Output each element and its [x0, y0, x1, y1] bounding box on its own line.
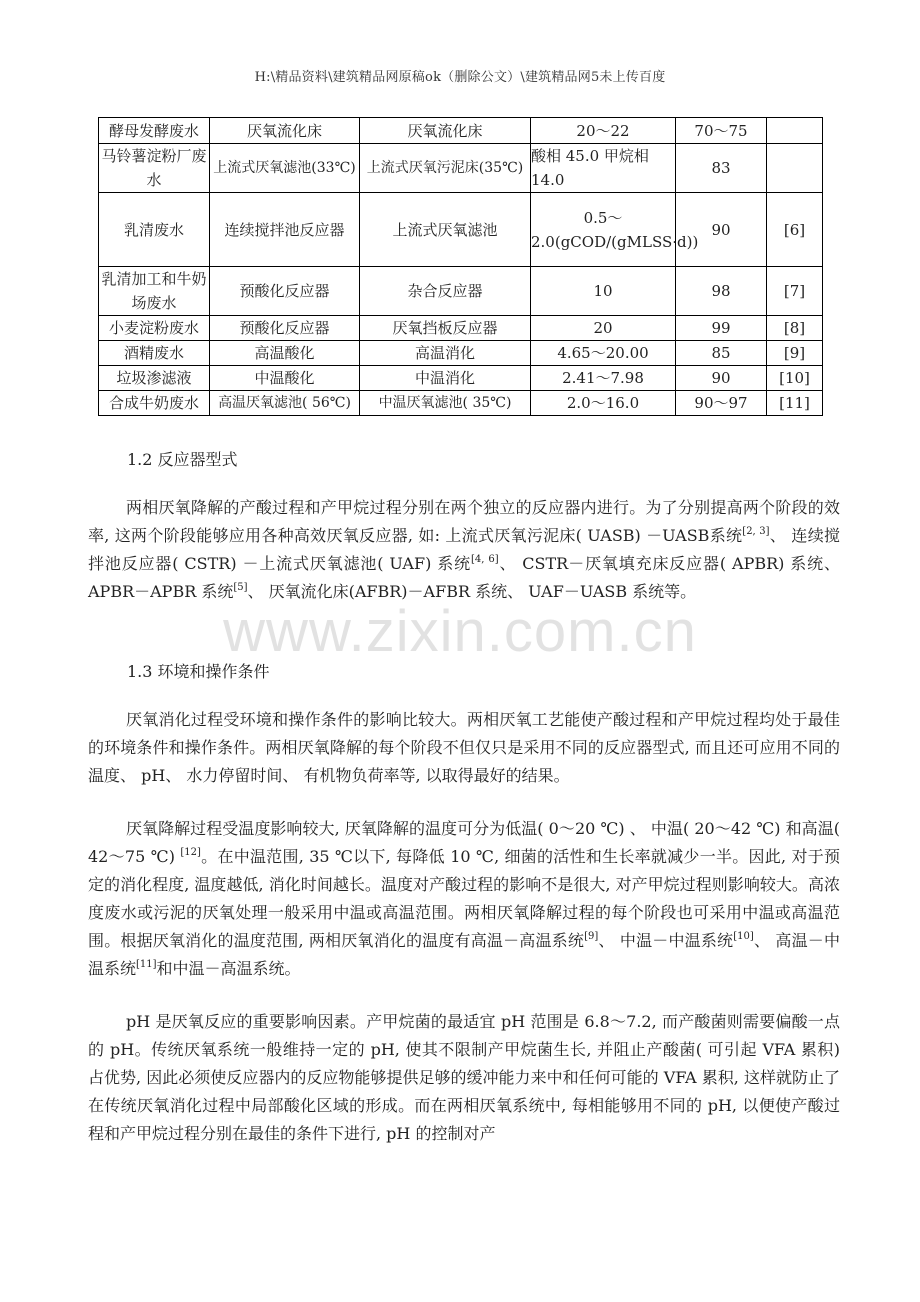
table-cell: 酒精废水	[99, 341, 210, 366]
paragraph-temperature: 厌氧降解过程受温度影响较大, 厌氧降解的温度可分为低温( 0～20 ℃) 、 中温( 20～42 ℃) 和高温( 42～75 ℃) [12]。在中温范围, 35 ℃以下, 每降低 10 ℃, 细菌的活性和生长率就减少一半。因此, 对于预定的消化程度, 温度越低, 消化时间越长。温度对产酸过程的影响不是很大, 对产甲烷过程则影响较大。高浓度废水或污泥的厌氧处理一般采用中温或高温范围。两相厌氧降解过程的每个阶段也可采用中温或高温范围。根据厌氧消化的温度范围, 两相厌氧消化的温度有高温－高温系统[9]、 中温－中温系统[10]、 高温－中温系统[11]和中温－高温系统。	[88, 819, 840, 978]
table-cell: 马铃薯淀粉厂废水	[99, 144, 210, 193]
section-title-1-2: 1.2 反应器型式	[127, 450, 238, 469]
table-row	[99, 144, 823, 193]
citation: [9]	[584, 930, 599, 942]
table-cell: 酸相 45.0 甲烷相 14.0	[531, 144, 676, 193]
table-cell	[767, 144, 823, 193]
citation: [10]	[733, 930, 754, 942]
paragraph-reactor-types: 两相厌氧降解的产酸过程和产甲烷过程分别在两个独立的反应器内进行。为了分别提高两个阶段的效率, 这两个阶段能够应用各种高效厌氧反应器, 如: 上流式厌氧污泥床( UASB) －UASB系统[2, 3]、 连续搅拌池反应器( CSTR) －上流式厌氧滤池( UAF) 系统[4, 6]、 CSTR－厌氧填充床反应器( APBR) 系统、 APBR－APBR 系统[5]、 厌氧流化床(AFBR)－AFBR 系统、 UAF－UASB 系统等。	[88, 498, 840, 601]
table-cell: 厌氧流化床	[210, 118, 360, 144]
table-cell: 预酸化反应器	[210, 267, 360, 316]
table-cell: 85	[676, 341, 767, 366]
paragraph-ph: pH 是厌氧反应的重要影响因素。产甲烷菌的最适宜 pH 范围是 6.8～7.2, 而产酸菌则需要偏酸一点的 pH。传统厌氧系统一般维持一定的 pH, 使其不限制产甲烷菌生长, 并阻止产酸菌( 可引起 VFA 累积) 占优势, 因此必须使反应器内的反应物能够提供足够的缓冲能力来中和任何可能的 VFA 累积, 这样就防止了在传统厌氧消化过程中局部酸化区域的形成。而在两相厌氧系统中, 每相能够用不同的 pH, 以便使产酸过程和产甲烷过程分别在最佳的条件下进行, pH 的控制对产	[88, 1012, 840, 1143]
table-cell: [6]	[767, 193, 823, 267]
table-cell: 10	[531, 267, 676, 316]
table-row	[99, 193, 823, 267]
table-row	[99, 267, 823, 316]
paragraph-conditions: 厌氧消化过程受环境和操作条件的影响比较大。两相厌氧工艺能使产酸过程和产甲烷过程均处于最佳的环境条件和操作条件。两相厌氧降解的每个阶段不但仅只是采用不同的反应器型式, 而且还可应用不同的温度、 pH、 水力停留时间、 有机物负荷率等, 以取得最好的结果。	[88, 710, 840, 785]
table-cell: 上流式厌氧污泥床(35℃)	[360, 144, 531, 193]
table-cell: 90～97	[676, 391, 767, 416]
table-row	[99, 366, 823, 391]
table-cell: 2.0～16.0	[531, 391, 676, 416]
table-row	[99, 118, 823, 144]
watermark: www.zixin.com.cn	[223, 599, 697, 664]
table-cell: 厌氧挡板反应器	[360, 316, 531, 341]
table-cell: [10]	[767, 366, 823, 391]
table-cell: 上流式厌氧滤池	[360, 193, 531, 267]
table-cell: 90	[676, 366, 767, 391]
table-cell: 中温酸化	[210, 366, 360, 391]
table-cell: 连续搅拌池反应器	[210, 193, 360, 267]
table-cell: 高温酸化	[210, 341, 360, 366]
table-cell: 0.5～2.0(gCOD/(gMLSS·d))	[531, 193, 676, 267]
table-cell: 20～22	[531, 118, 676, 144]
citation: [4, 6]	[470, 553, 499, 565]
table-cell: 高温消化	[360, 341, 531, 366]
table-cell: 90	[676, 193, 767, 267]
table-cell: 小麦淀粉废水	[99, 316, 210, 341]
citation: [5]	[233, 581, 248, 593]
table-cell: 20	[531, 316, 676, 341]
table-cell: 中温消化	[360, 366, 531, 391]
table-cell: 2.41～7.98	[531, 366, 676, 391]
table-cell: 中温厌氧滤池( 35℃)	[360, 391, 531, 416]
table-cell: 98	[676, 267, 767, 316]
citation: [2, 3]	[742, 525, 770, 537]
table-cell: [9]	[767, 341, 823, 366]
table-cell: [7]	[767, 267, 823, 316]
table-cell: 70～75	[676, 118, 767, 144]
table-cell	[767, 118, 823, 144]
table-row	[99, 341, 823, 366]
citation: [11]	[136, 958, 157, 970]
table-cell: 酵母发酵废水	[99, 118, 210, 144]
table-cell: 杂合反应器	[360, 267, 531, 316]
table-cell: [8]	[767, 316, 823, 341]
table-cell: 上流式厌氧滤池(33℃)	[210, 144, 360, 193]
table-cell: 4.65～20.00	[531, 341, 676, 366]
section-title-1-3: 1.3 环境和操作条件	[127, 662, 270, 681]
table-cell: 厌氧流化床	[360, 118, 531, 144]
table-cell: 99	[676, 316, 767, 341]
table-cell: 垃圾渗滤液	[99, 366, 210, 391]
citation: [12]	[180, 846, 201, 858]
wastewater-table	[98, 117, 823, 416]
table-cell: 乳清加工和牛奶场废水	[99, 267, 210, 316]
table-row	[99, 391, 823, 416]
table-cell: [11]	[767, 391, 823, 416]
table-row	[99, 316, 823, 341]
table-cell: 乳清废水	[99, 193, 210, 267]
table-cell: 83	[676, 144, 767, 193]
page-header-path: H:\精品资料\建筑精品网原稿ok（删除公文）\建筑精品网5未上传百度	[254, 70, 666, 85]
table-cell: 高温厌氧滤池( 56℃)	[210, 391, 360, 416]
table-cell: 合成牛奶废水	[99, 391, 210, 416]
table-cell: 预酸化反应器	[210, 316, 360, 341]
